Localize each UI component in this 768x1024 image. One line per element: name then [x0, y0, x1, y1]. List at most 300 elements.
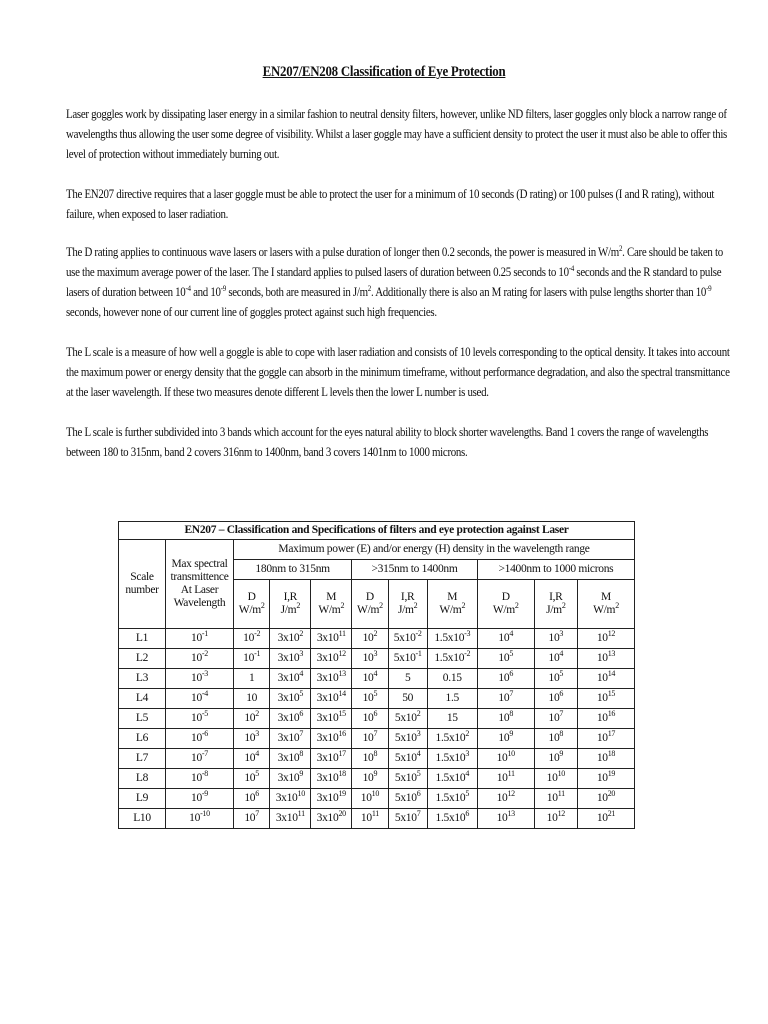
- table-cell: [427, 669, 477, 689]
- cell-base: 10: [596, 812, 608, 824]
- rating-header: [577, 580, 634, 629]
- superscript: 7: [416, 809, 421, 818]
- table-cell: [577, 749, 634, 769]
- cell-base: 1.5x10: [434, 632, 465, 644]
- cell-base: 10: [191, 732, 202, 744]
- scale-number: L4: [119, 689, 166, 709]
- superscript: 14: [607, 669, 616, 678]
- table-cell: [234, 769, 270, 789]
- superscript: 4: [373, 669, 378, 678]
- cell-base: 10: [246, 692, 258, 704]
- superscript: 2: [299, 629, 304, 638]
- table-cell: [311, 769, 352, 789]
- rating-unit: W/m: [492, 604, 515, 616]
- superscript: 5: [255, 769, 259, 778]
- superscript: 12: [507, 789, 515, 798]
- superscript: 2: [255, 709, 259, 718]
- scale-number: L1: [119, 629, 166, 649]
- superscript: 11: [371, 809, 379, 818]
- text-run: seconds, however none of our current line of goggles protect against such high frequencies.: [66, 305, 437, 319]
- table-cell: [166, 769, 234, 789]
- cell-base: 3x10: [316, 752, 339, 764]
- superscript: 2: [514, 601, 519, 610]
- en207-table: [118, 521, 635, 829]
- superscript: 4: [509, 629, 514, 638]
- superscript: 2: [416, 709, 421, 718]
- table-cell: [477, 769, 534, 789]
- cell-base: 5x10: [394, 812, 417, 824]
- cell-base: 10: [548, 632, 560, 644]
- table-cell: [270, 629, 311, 649]
- cell-base: 3x10: [316, 672, 339, 684]
- table-cell: [577, 629, 634, 649]
- superscript: 7: [299, 729, 304, 738]
- superscript: 10: [557, 769, 565, 778]
- table-cell: [477, 809, 534, 829]
- cell-base: 10: [362, 772, 374, 784]
- superscript: -1: [254, 649, 261, 658]
- table-cell: [352, 789, 388, 809]
- superscript: 6: [559, 689, 564, 698]
- cell-base: 10: [548, 652, 560, 664]
- scale-number: L10: [119, 809, 166, 829]
- table-cell: [270, 809, 311, 829]
- superscript: -9: [201, 789, 208, 798]
- superscript: 5: [299, 689, 304, 698]
- cell-base: 1.5x10: [435, 732, 466, 744]
- table-cell: [166, 789, 234, 809]
- superscript: 6: [509, 669, 514, 678]
- table-row: [119, 809, 635, 829]
- rating-unit: J/m: [397, 604, 414, 616]
- scale-number: L3: [119, 669, 166, 689]
- cell-base: 3x10: [316, 652, 339, 664]
- table-row: [119, 669, 635, 689]
- superscript: -2: [254, 629, 261, 638]
- cell-base: 10: [191, 632, 202, 644]
- cell-base: 10: [243, 632, 255, 644]
- rating-unit: W/m: [357, 604, 380, 616]
- superscript: 7: [373, 729, 378, 738]
- cell-base: 3x10: [277, 712, 300, 724]
- cell-base: 3x10: [275, 812, 298, 824]
- superscript: 5: [465, 789, 470, 798]
- superscript: -9: [706, 284, 712, 293]
- superscript: 5: [373, 689, 378, 698]
- cell-base: 10: [191, 652, 202, 664]
- table-cell: [270, 749, 311, 769]
- superscript: 11: [338, 629, 346, 638]
- cell-base: 10: [596, 712, 608, 724]
- rating-unit: W/m: [318, 604, 341, 616]
- superscript: 12: [607, 629, 616, 638]
- table-cell: [388, 809, 427, 829]
- table-cell: [166, 809, 234, 829]
- cell-base: 1: [248, 672, 255, 684]
- cell-base: 15: [446, 712, 458, 724]
- superscript: 3: [416, 729, 421, 738]
- cell-base: 10: [362, 752, 374, 764]
- cell-base: 10: [596, 772, 608, 784]
- table-cell: [270, 669, 311, 689]
- table-cell: [577, 769, 634, 789]
- table-cell: [388, 689, 427, 709]
- cell-base: 10: [496, 792, 508, 804]
- cell-base: 10: [546, 772, 558, 784]
- cell-base: 10: [596, 752, 608, 764]
- table-cell: [534, 629, 577, 649]
- cell-base: 3x10: [275, 792, 298, 804]
- superscript: 13: [338, 669, 346, 678]
- cell-base: 3x10: [277, 652, 300, 664]
- table-cell: [352, 669, 388, 689]
- table-cell: [270, 709, 311, 729]
- paragraph-l-scale: The L scale is a measure of how well a goggle is able to cope with laser radiation and consists of 10 levels corresponding to the optical density. It takes into account the maximum power or energy density that the goggle can absorb in the minimum timeframe, without performance degradation, and also the spectral transmittance at the laser wavelength. If these two measures denote different L levels then the lower L number is used.: [66, 345, 730, 399]
- superscript: 7: [255, 809, 259, 818]
- superscript: 17: [338, 749, 346, 758]
- cell-base: 10: [548, 732, 560, 744]
- text-run: . Additionally there is also an M rating for lasers with pulse lengths shorter than 10: [370, 285, 707, 299]
- table-row: [119, 689, 635, 709]
- table-cell: [388, 669, 427, 689]
- superscript: 13: [607, 649, 616, 658]
- cell-base: 10: [498, 692, 510, 704]
- text-run: and 10: [190, 285, 221, 299]
- superscript: -8: [201, 769, 208, 778]
- cell-base: 10: [191, 692, 202, 704]
- superscript: 12: [338, 649, 346, 658]
- cell-base: 10: [362, 652, 374, 664]
- rating-label: I,R: [283, 591, 298, 603]
- table-cell: [577, 649, 634, 669]
- cell-base: 3x10: [277, 732, 300, 744]
- superscript: 2: [296, 601, 301, 610]
- table-cell: [427, 729, 477, 749]
- cell-base: 1.5x10: [435, 752, 466, 764]
- cell-base: 10: [244, 812, 256, 824]
- superscript: 6: [416, 789, 421, 798]
- superscript: -4: [568, 264, 574, 273]
- table-cell: [166, 749, 234, 769]
- superscript: 6: [255, 789, 259, 798]
- superscript: 6: [373, 709, 378, 718]
- superscript: 15: [338, 709, 346, 718]
- text-run: . Care should be taken to use the maximum average power of the laser. The I standard applies to pulsed lasers of duration between 0.25 seconds to 10: [66, 245, 723, 279]
- text-run: seconds and the R standard to pulse lasers of duration between 10: [66, 265, 722, 299]
- band-header: >1400nm to 1000 microns: [477, 560, 634, 580]
- cell-base: 10: [496, 772, 508, 784]
- table-cell: [311, 669, 352, 689]
- cell-base: 10: [548, 752, 560, 764]
- table-cell: [477, 729, 534, 749]
- cell-base: 5x10: [393, 652, 416, 664]
- table-cell: [427, 809, 477, 829]
- cell-base: 1.5x10: [435, 772, 466, 784]
- superscript: 3: [559, 629, 564, 638]
- rating-label: M: [447, 591, 458, 603]
- table-cell: [577, 809, 634, 829]
- table-row: [119, 749, 635, 769]
- table-cell: [352, 629, 388, 649]
- table-cell: [234, 669, 270, 689]
- table-cell: [311, 649, 352, 669]
- superscript: 6: [299, 709, 304, 718]
- table-cell: [311, 709, 352, 729]
- superscript: 9: [299, 769, 304, 778]
- rating-header: [427, 580, 477, 629]
- superscript: 11: [557, 789, 565, 798]
- table-cell: [311, 789, 352, 809]
- cell-base: 5x10: [394, 792, 417, 804]
- table-cell: [166, 669, 234, 689]
- superscript: 21: [607, 809, 616, 818]
- superscript: 2: [461, 601, 466, 610]
- superscript: 7: [559, 709, 564, 718]
- superscript: -2: [201, 649, 208, 658]
- power-header: Maximum power (E) and/or energy (H) density in the wavelength range: [234, 540, 635, 560]
- cell-base: 10: [244, 712, 256, 724]
- superscript: 19: [607, 769, 616, 778]
- table-cell: [352, 649, 388, 669]
- superscript: 8: [509, 709, 514, 718]
- superscript: -10: [200, 809, 210, 818]
- table-row: [119, 789, 635, 809]
- table-cell: [534, 709, 577, 729]
- superscript: 10: [507, 749, 515, 758]
- superscript: 2: [618, 244, 623, 253]
- cell-base: 10: [362, 712, 374, 724]
- cell-base: 3x10: [277, 672, 300, 684]
- cell-base: 10: [596, 692, 608, 704]
- superscript: 16: [607, 709, 616, 718]
- table-cell: [534, 729, 577, 749]
- rating-unit: W/m: [238, 604, 261, 616]
- cell-base: 10: [498, 712, 510, 724]
- superscript: 3: [373, 649, 378, 658]
- rating-header: [234, 580, 270, 629]
- scale-number: L5: [119, 709, 166, 729]
- cell-base: 10: [596, 672, 608, 684]
- table-cell: [166, 629, 234, 649]
- table-cell: [577, 689, 634, 709]
- cell-base: 1.5x10: [434, 652, 465, 664]
- superscript: 5: [559, 669, 564, 678]
- cell-base: 10: [191, 772, 202, 784]
- superscript: -6: [201, 729, 208, 738]
- superscript: -4: [201, 689, 208, 698]
- table-cell: [577, 729, 634, 749]
- superscript: -4: [185, 284, 191, 293]
- table-row: [119, 769, 635, 789]
- superscript: 4: [416, 749, 421, 758]
- table-cell: [534, 669, 577, 689]
- superscript: -7: [201, 749, 208, 758]
- cell-base: 10: [191, 752, 202, 764]
- superscript: 7: [509, 689, 514, 698]
- rating-header: [352, 580, 388, 629]
- superscript: -3: [464, 629, 471, 638]
- table-cell: [388, 709, 427, 729]
- cell-base: 3x10: [277, 692, 300, 704]
- cell-base: 1.5: [445, 692, 459, 704]
- table-cell: [534, 769, 577, 789]
- superscript: 2: [340, 601, 345, 610]
- rating-label: D: [247, 591, 256, 603]
- cell-base: 10: [360, 792, 372, 804]
- table-cell: [166, 729, 234, 749]
- superscript: 3: [299, 649, 304, 658]
- superscript: 4: [255, 749, 259, 758]
- superscript: -1: [415, 649, 422, 658]
- superscript: 13: [507, 809, 515, 818]
- cell-base: 10: [498, 672, 510, 684]
- cell-base: 10: [360, 812, 372, 824]
- cell-base: 10: [362, 672, 374, 684]
- table-cell: [534, 649, 577, 669]
- paragraph-ratings: [66, 242, 736, 322]
- superscript: 18: [338, 769, 346, 778]
- rating-header: [388, 580, 427, 629]
- table-cell: [234, 749, 270, 769]
- cell-base: 10: [244, 732, 256, 744]
- rating-header: [477, 580, 534, 629]
- cell-base: 10: [191, 792, 202, 804]
- table-cell: [388, 789, 427, 809]
- cell-base: 10: [496, 812, 508, 824]
- table-cell: [166, 689, 234, 709]
- cell-base: 10: [596, 652, 608, 664]
- table-cell: [270, 729, 311, 749]
- superscript: 2: [615, 601, 619, 610]
- superscript: 4: [465, 769, 470, 778]
- superscript: 11: [507, 769, 515, 778]
- cell-base: 3x10: [277, 632, 300, 644]
- table-cell: [311, 689, 352, 709]
- superscript: 19: [338, 789, 346, 798]
- cell-base: 10: [546, 812, 558, 824]
- rating-unit: W/m: [593, 604, 616, 616]
- table-cell: [477, 689, 534, 709]
- table-cell: [270, 649, 311, 669]
- cell-base: 10: [244, 792, 256, 804]
- rating-label: I,R: [400, 591, 415, 603]
- table-cell: [477, 649, 534, 669]
- superscript: 17: [607, 729, 616, 738]
- superscript: 5: [416, 769, 421, 778]
- rating-label: M: [326, 591, 337, 603]
- table-cell: [311, 749, 352, 769]
- superscript: 2: [379, 601, 383, 610]
- superscript: -1: [201, 629, 208, 638]
- cell-base: 3x10: [316, 692, 339, 704]
- transmittance-header: Max spectral transmittence At Laser Wavelength: [166, 540, 234, 629]
- cell-base: 10: [191, 672, 202, 684]
- superscript: -2: [464, 649, 471, 658]
- cell-base: 10: [244, 752, 256, 764]
- superscript: 20: [607, 789, 616, 798]
- text-run: seconds, both are measured in J/m: [225, 285, 368, 299]
- cell-base: 3x10: [316, 812, 339, 824]
- table-cell: [427, 709, 477, 729]
- cell-base: 5x10: [394, 712, 417, 724]
- table-cell: [311, 809, 352, 829]
- paragraph-intro: Laser goggles work by dissipating laser energy in a similar fashion to neutral density filters, however, unlike ND filters, laser goggles only block a narrow range of wavelengths thus allowing the user some degree of visibility. Whilst a laser goggle may have a sufficient density to protect the user it must also be able to offer this level of protection without immediately burning out.: [66, 107, 727, 161]
- superscript: -9: [220, 284, 226, 293]
- rating-header: [270, 580, 311, 629]
- text-run: The D rating applies to continuous wave lasers or lasers with a pulse duration of longer then 0.2 seconds, the power is measured in W/m: [66, 245, 619, 259]
- cell-base: 10: [498, 652, 510, 664]
- cell-base: 3x10: [277, 772, 300, 784]
- scale-number: L2: [119, 649, 166, 669]
- cell-base: 10: [548, 672, 560, 684]
- table-cell: [234, 649, 270, 669]
- cell-base: 10: [496, 752, 508, 764]
- superscript: 11: [297, 809, 305, 818]
- cell-base: 3x10: [316, 712, 339, 724]
- band-header: 180nm to 315nm: [234, 560, 352, 580]
- cell-base: 10: [596, 732, 608, 744]
- rating-header: [311, 580, 352, 629]
- table-cell: [234, 689, 270, 709]
- superscript: 4: [299, 669, 304, 678]
- cell-base: 10: [548, 712, 560, 724]
- table-title: EN207 – Classification and Specifications of filters and eye protection against Laser: [119, 522, 635, 540]
- superscript: 15: [607, 689, 616, 698]
- cell-base: 5x10: [393, 632, 416, 644]
- table-cell: [270, 769, 311, 789]
- cell-base: 10: [243, 652, 255, 664]
- table-cell: [577, 789, 634, 809]
- cell-base: 10: [189, 812, 201, 824]
- cell-base: 50: [402, 692, 414, 704]
- superscript: 3: [255, 729, 259, 738]
- table-cell: [234, 629, 270, 649]
- superscript: 18: [607, 749, 616, 758]
- table-cell: [427, 749, 477, 769]
- superscript: 2: [260, 601, 265, 610]
- superscript: 9: [559, 749, 564, 758]
- rating-unit: J/m: [546, 604, 562, 616]
- superscript: -3: [201, 669, 208, 678]
- table-cell: [166, 709, 234, 729]
- cell-base: 1.5x10: [435, 812, 466, 824]
- table-cell: [311, 629, 352, 649]
- rating-unit: W/m: [439, 604, 462, 616]
- cell-base: 10: [191, 712, 202, 724]
- table-cell: [477, 669, 534, 689]
- table-cell: [577, 709, 634, 729]
- table-cell: [234, 729, 270, 749]
- table-cell: [534, 789, 577, 809]
- table-cell: [427, 769, 477, 789]
- cell-base: 10: [362, 692, 374, 704]
- cell-base: 10: [596, 792, 608, 804]
- paragraph-bands: The L scale is further subdivided into 3 bands which account for the eyes natural ability to block shorter wavelengths. Band 1 covers the range of wavelengths between 180 to 315nm, band 2 covers 316nm to 1400nm, band 3 covers 1401nm to 1000 microns.: [66, 425, 709, 459]
- table-cell: [352, 709, 388, 729]
- table-cell: [270, 689, 311, 709]
- superscript: 3: [465, 749, 470, 758]
- cell-base: 5: [404, 672, 411, 684]
- paragraph-directive: The EN207 directive requires that a laser goggle must be able to protect the user for a minimum of 10 seconds (D rating) or 100 pulses (I and R rating), without failure, when exposed to laser radiation.: [66, 187, 715, 221]
- table-cell: [388, 629, 427, 649]
- cell-base: 10: [596, 632, 608, 644]
- table-cell: [311, 729, 352, 749]
- table-cell: [270, 789, 311, 809]
- rating-unit: J/m: [280, 604, 297, 616]
- table-cell: [534, 749, 577, 769]
- table-cell: [352, 769, 388, 789]
- page-title: EN207/EN208 Classification of Eye Protection: [262, 64, 506, 80]
